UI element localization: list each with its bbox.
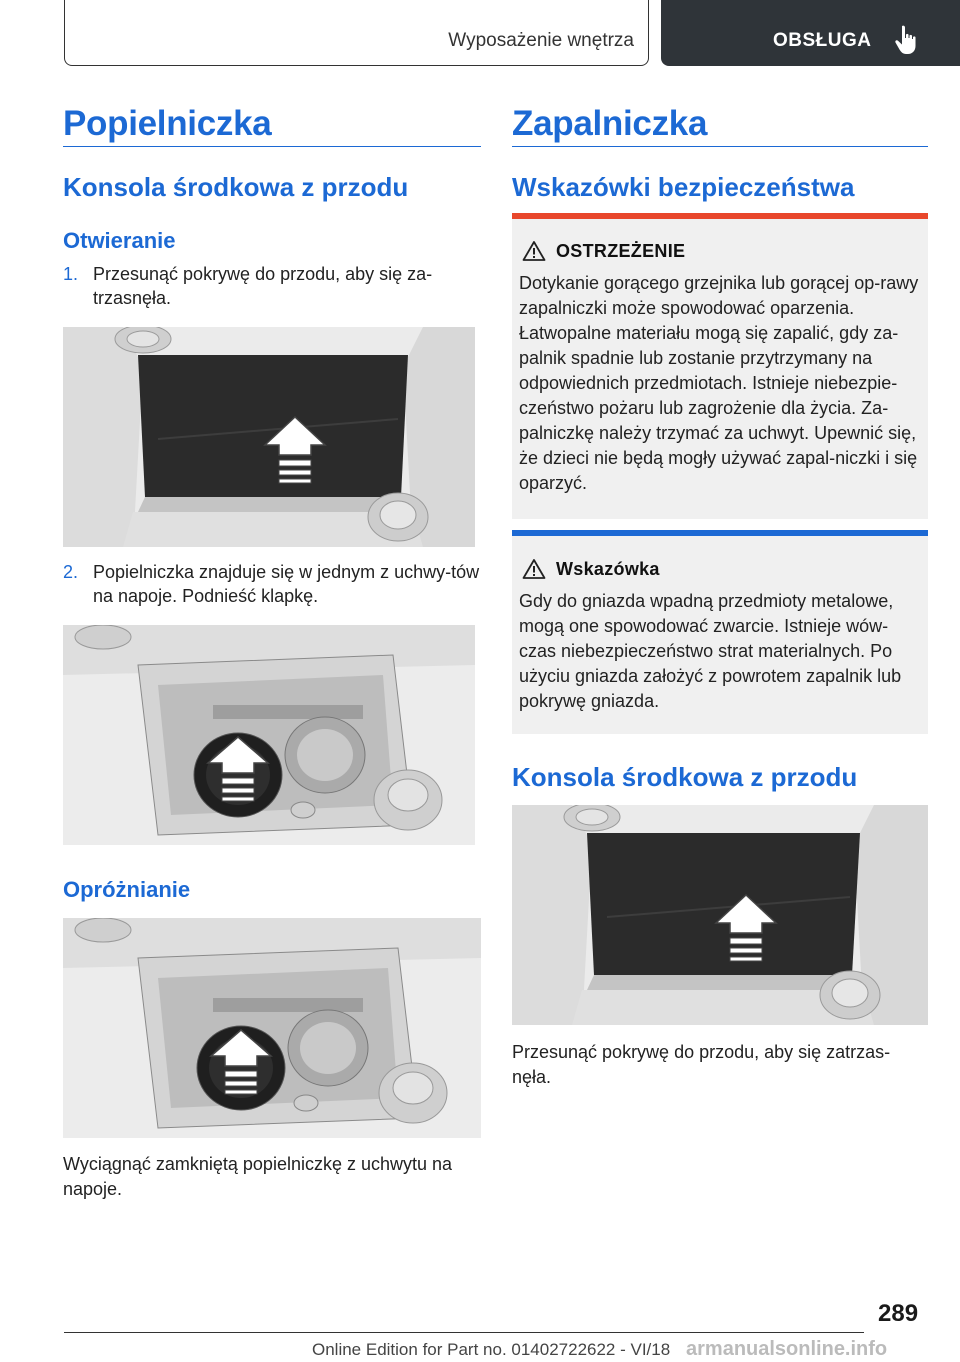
notice-bar — [512, 530, 928, 536]
notice-text: Gdy do gniazda wpadną przedmioty metalowe, mogą one spowodować zwarcie. Istnieje wów-czas niebezpieczeństwo strat materialnych. Po użyciu gniazda założyć z powrotem zapalnik lub pokrywę gniazda. — [519, 591, 902, 711]
emptying-heading: Opróżnianie — [63, 877, 191, 902]
title-rule — [512, 146, 928, 147]
warning-box — [512, 213, 928, 519]
ashtray-cupholder-photo — [63, 625, 475, 845]
lighter-console-photo — [512, 805, 928, 1025]
warning-text: Dotykanie gorącego grzejnika lub gorącej op-rawy zapalniczki może spowodować oparzenia. Łatwopalne materiału mogą się zapalić, gdy za-palnik spadnie lub zostanie przytrzymany na odpowiednich przedmiotach. Istnieje niebezpie-czeństwo pożaru lub zagrożenie dla życia. Za-palniczkę należy trzymać za uchwyt. Upewnić się, że dzieci nie będą mogły używać zapal-niczki i się oparzyć. — [519, 273, 919, 493]
lighter-console-heading: Konsola środkowa z przodu — [512, 762, 858, 792]
notice-box — [512, 530, 928, 734]
title-rule — [63, 146, 481, 147]
step-text: Popielniczka znajduje się w jednym z uchwy-tów na napoje. Podnieść klapkę. — [93, 562, 480, 606]
header-section-tab — [64, 0, 649, 66]
warning-bar — [512, 213, 928, 219]
step-2 — [63, 560, 481, 610]
footer-rule — [64, 1332, 864, 1333]
warning-triangle-icon — [522, 240, 546, 262]
step-number: 2. — [63, 562, 79, 582]
header-chapter-tab — [661, 0, 960, 66]
ashtray-title: Popielniczka — [63, 104, 272, 143]
footer-edition: Online Edition for Part no. 01402722622 - VI/18 — [312, 1340, 671, 1359]
lighter-console-text: Przesunąć pokrywę do przodu, aby się zatrzas-nęła. — [512, 1042, 891, 1087]
lighter-title: Zapalniczka — [512, 104, 708, 143]
emptying-text: Wyciągnąć zamkniętą popielniczkę z uchwytu na napoje. — [63, 1154, 453, 1199]
warning-triangle-icon — [522, 558, 546, 580]
notice-label: Wskazówka — [556, 559, 660, 579]
pointing-hand-icon — [893, 24, 921, 56]
opening-heading: Otwieranie — [63, 228, 176, 253]
console-cover-photo — [63, 327, 475, 547]
step-text: Przesunąć pokrywę do przodu, aby się za-trzasnęła. — [93, 264, 433, 308]
ashtray-console-heading: Konsola środkowa z przodu — [63, 172, 409, 202]
safety-heading: Wskazówki bezpieczeństwa — [512, 172, 855, 202]
header-section-title: Wyposażenie wnętrza — [448, 30, 634, 51]
ashtray-removal-photo — [63, 918, 481, 1138]
header-chapter-title: OBSŁUGA — [773, 30, 872, 51]
footer-watermark: armanualsonline.info — [686, 1338, 888, 1360]
step-number: 1. — [63, 264, 79, 284]
warning-label: OSTRZEŻENIE — [556, 241, 686, 261]
step-1 — [63, 262, 481, 312]
page-number: 289 — [878, 1300, 919, 1327]
